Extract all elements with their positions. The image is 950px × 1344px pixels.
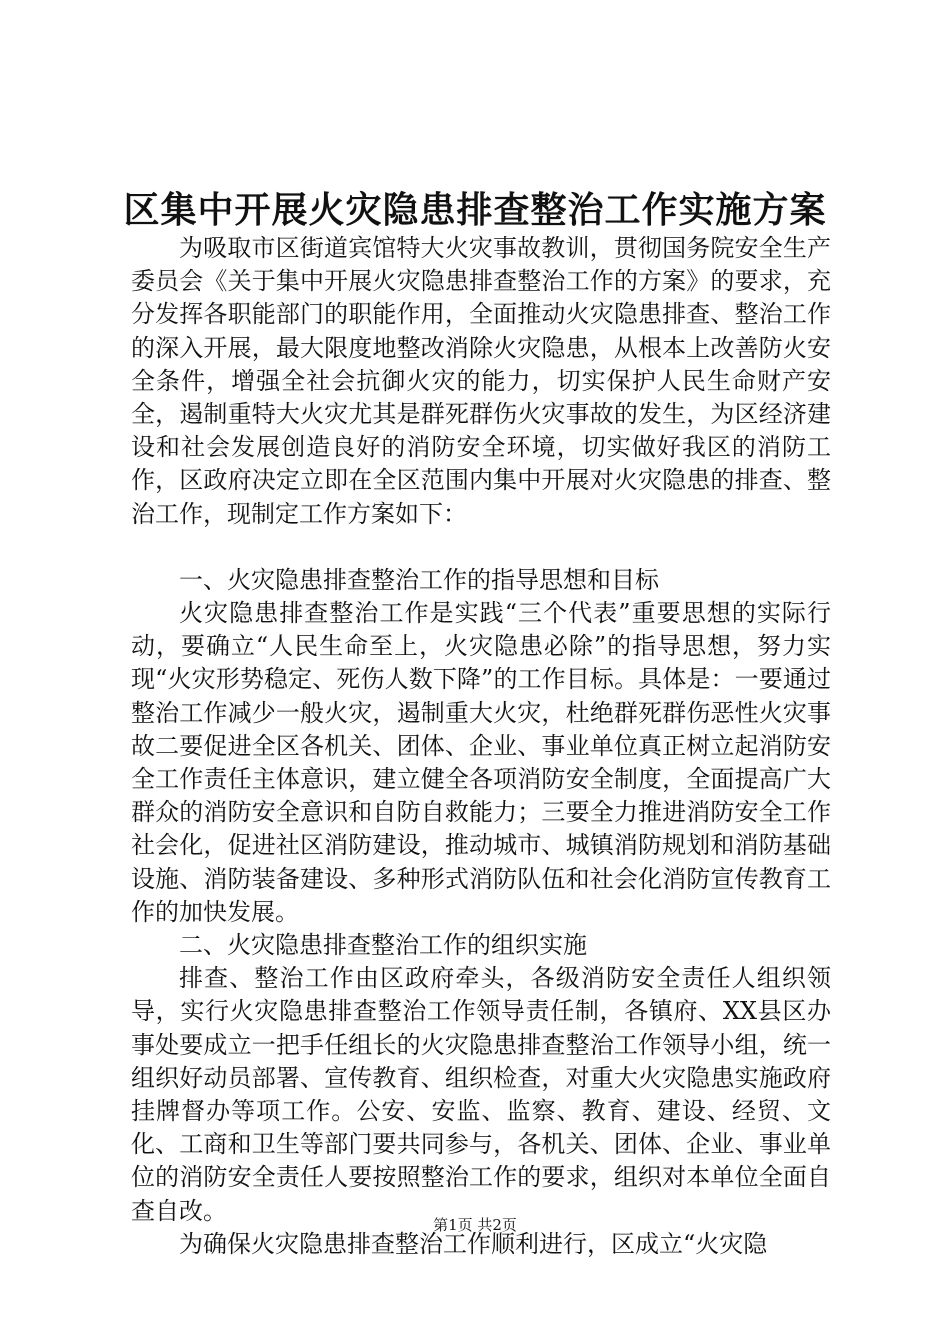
document-title: 区集中开展火灾隐患排查整治工作实施方案 — [123, 189, 827, 231]
page-footer: 第1页 共2页 — [433, 1216, 517, 1234]
section-1-paragraph: 火灾隐患排查整治工作是实践“三个代表”重要思想的实际行动，要确立“人民生命至上，火灾隐患必除”的指导思想，努力实现“火灾形势稳定、死伤人数下降”的工作目标。具体是：一要通过整治工作减少一般火灾，遏制重大火灾，杜绝群死群伤恶性火灾事故二要促进全区各机关、团体、企业、事业单位真正树立起消防安全工作责任主体意识，建立健全各项消防安全制度，全面提高广大群众的消防安全意识和自防自救能力；三要全力推进消防安全工作社会化，促进社区消防建设，推动城市、城镇消防规划和消防基础设施、消防装备建设、多种形式消防队伍和社会化消防宣传教育工作的加快发展。 — [131, 599, 831, 926]
section-heading-2: 二、火灾隐患排查整治工作的组织实施 — [179, 931, 587, 960]
section-heading-1: 一、火灾隐患排查整治工作的指导思想和目标 — [179, 565, 659, 594]
paragraph-spacer — [131, 531, 831, 564]
section-2-paragraph-b: 为确保火灾隐患排查整治工作顺利进行，区成立“火灾隐 — [179, 1229, 768, 1258]
intro-paragraph: 为吸取市区街道宾馆特大火灾事故教训，贯彻国务院安全生产委员会《关于集中开展火灾隐患排查整治工作的方案》的要求，充分发挥各职能部门的职能作用，全面推动火灾隐患排查、整治工作的深入开展，最大限度地整改消除火灾隐患，从根本上改善防火安全条件，增强全社会抗御火灾的能力，切实保护人民生命财产安全，遏制重特大火灾尤其是群死群伤火灾事故的发生，为区经济建设和社会发展创造良好的消防安全环境，切实做好我区的消防工作，区政府决定立即在全区范围内集中开展对火灾隐患的排查、整治工作，现制定工作方案如下： — [131, 234, 831, 528]
section-2-paragraph-a: 排查、整治工作由区政府牵头，各级消防安全责任人组织领导，实行火灾隐患排查整治工作领导责任制，各镇府、XX县区办事处要成立一把手任组长的火灾隐患排查整治工作领导小组，统一组织好动员部署、宣传教育、组织检查，对重大火灾隐患实施政府挂牌督办等项工作。公安、安监、监察、教育、建设、经贸、文化、工商和卫生等部门要共同参与，各机关、团体、企业、事业单位的消防安全责任人要按照整治工作的要求，组织对本单位全面自查自改。 — [131, 964, 831, 1225]
document-body — [131, 232, 831, 1261]
